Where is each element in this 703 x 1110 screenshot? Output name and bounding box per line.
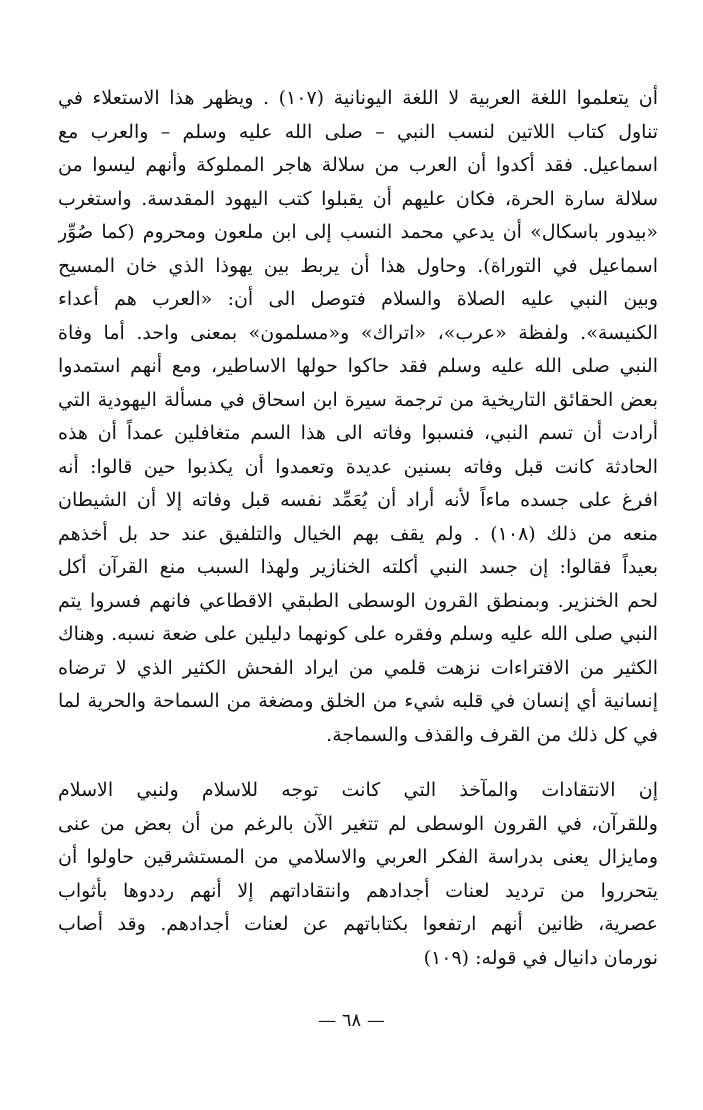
text-line: إنسانية أي إنسان في قلبه شيء من الخلق ومضغة من السماحة والحرية لما (58, 690, 658, 712)
text-line: اسماعيل في التوراة). وحاول هذا أن يربط بين يهوذا الذي خان المسيح (58, 254, 658, 277)
text-line: بعيداً فقالوا: إن جسد النبي أكلته الخنازير ولهذا السبب منع القرآن أكل (58, 556, 658, 578)
text-line: نورمان دانيال في قوله: (١٠٩) (423, 946, 658, 969)
page-body (58, 82, 658, 975)
text-line: في كل ذلك من القرف والقذف والسماجة. (326, 723, 658, 746)
paragraph-2 (58, 774, 658, 975)
text-line: منعه من ذلك (١٠٨) . ولم يقف بهم الخيال والتلفيق عند حد بل أخذهم (58, 522, 658, 545)
text-line: افرغ على جسده ماءاً لأنه أراد أن يُعَمِّد نفسه قبل وفاته إلا أن الشيطان (58, 489, 658, 511)
text-line: الكنيسة». ولفظة «عرب»، «اتراك» و«مسلمون» بمعنى واحد. أما وفاة (58, 321, 658, 344)
paragraph-1 (58, 82, 658, 752)
text-line: وبين النبي عليه الصلاة والسلام فتوصل الى أن: «العرب هم أعداء (58, 288, 658, 310)
text-line: ومايزال يعنى بدراسة الفكر العربي والاسلامي من المستشرقين حاولوا أن (58, 846, 658, 868)
text-line: عصرية، ظانين أنهم ارتفعوا بكتاباتهم عن لعنات أجدادهم. وقد أصاب (58, 913, 658, 935)
text-line: أرادت أن تسم النبي، فنسبوا وفاته الى هذا السم متغافلين عمداً أن هذه (58, 422, 658, 444)
paragraph-gap (58, 752, 658, 774)
text-line: النبي صلى الله عليه وسلم فقد حاكوا حولها الاساطير، ومع أنهم استمدوا (58, 355, 658, 377)
text-line: «بيدور باسكال» أن يدعي محمد النسب إلى ابن ملعون ومحروم (كما صُوِّر (58, 221, 658, 243)
text-line: الحادثة كانت قبل وفاته بسنين عديدة وتعمدوا أن يكذبوا حين قالوا: أنه (58, 455, 658, 478)
text-line: الكثير من الافتراءات نزهت قلمي من ايراد الفحش الكثير الذي لا ترضاه (58, 656, 658, 679)
text-line: اسماعيل. فقد أكدوا أن العرب من سلالة هاجر المملوكة وأنهم ليسوا من (58, 154, 658, 176)
text-line: تناول كتاب اللاتين لنسب النبي – صلى الله عليه وسلم – والعرب مع (58, 120, 658, 143)
page-number: — ٦٨ — (318, 1010, 385, 1031)
text-line: سلالة سارة الحرة، فكان عليهم أن يقبلوا كتب اليهود المقدسة. واستغرب (58, 187, 658, 210)
text-line: إن الانتقادات والمآخذ التي كانت توجه للاسلام ولنبي الاسلام (58, 779, 658, 801)
text-line: أن يتعلموا اللغة العربية لا اللغة اليونانية (١٠٧) . ويظهر هذا الاستعلاء في (58, 87, 658, 109)
text-line: بعض الحقائق التاريخية من ترجمة سيرة ابن اسحاق في مسألة اليهودية التي (58, 388, 658, 411)
text-line: لحم الخنزير. وبمنطق القرون الوسطى الطبقي الاقطاعي فانهم فسروا يتم (58, 589, 658, 612)
text-line: وللقرآن، في القرون الوسطى لم تتغير الآن بالرغم من أن بعض من عنى (58, 812, 658, 835)
text-line: النبي صلى الله عليه وسلم وفقره على كونهما دليلين على ضعة نسبه. وهناك (58, 623, 658, 645)
text-line: يتحرروا من ترديد لعنات أجدادهم وانتقاداتهم إلا أنهم رددوها بأثواب (58, 879, 658, 902)
